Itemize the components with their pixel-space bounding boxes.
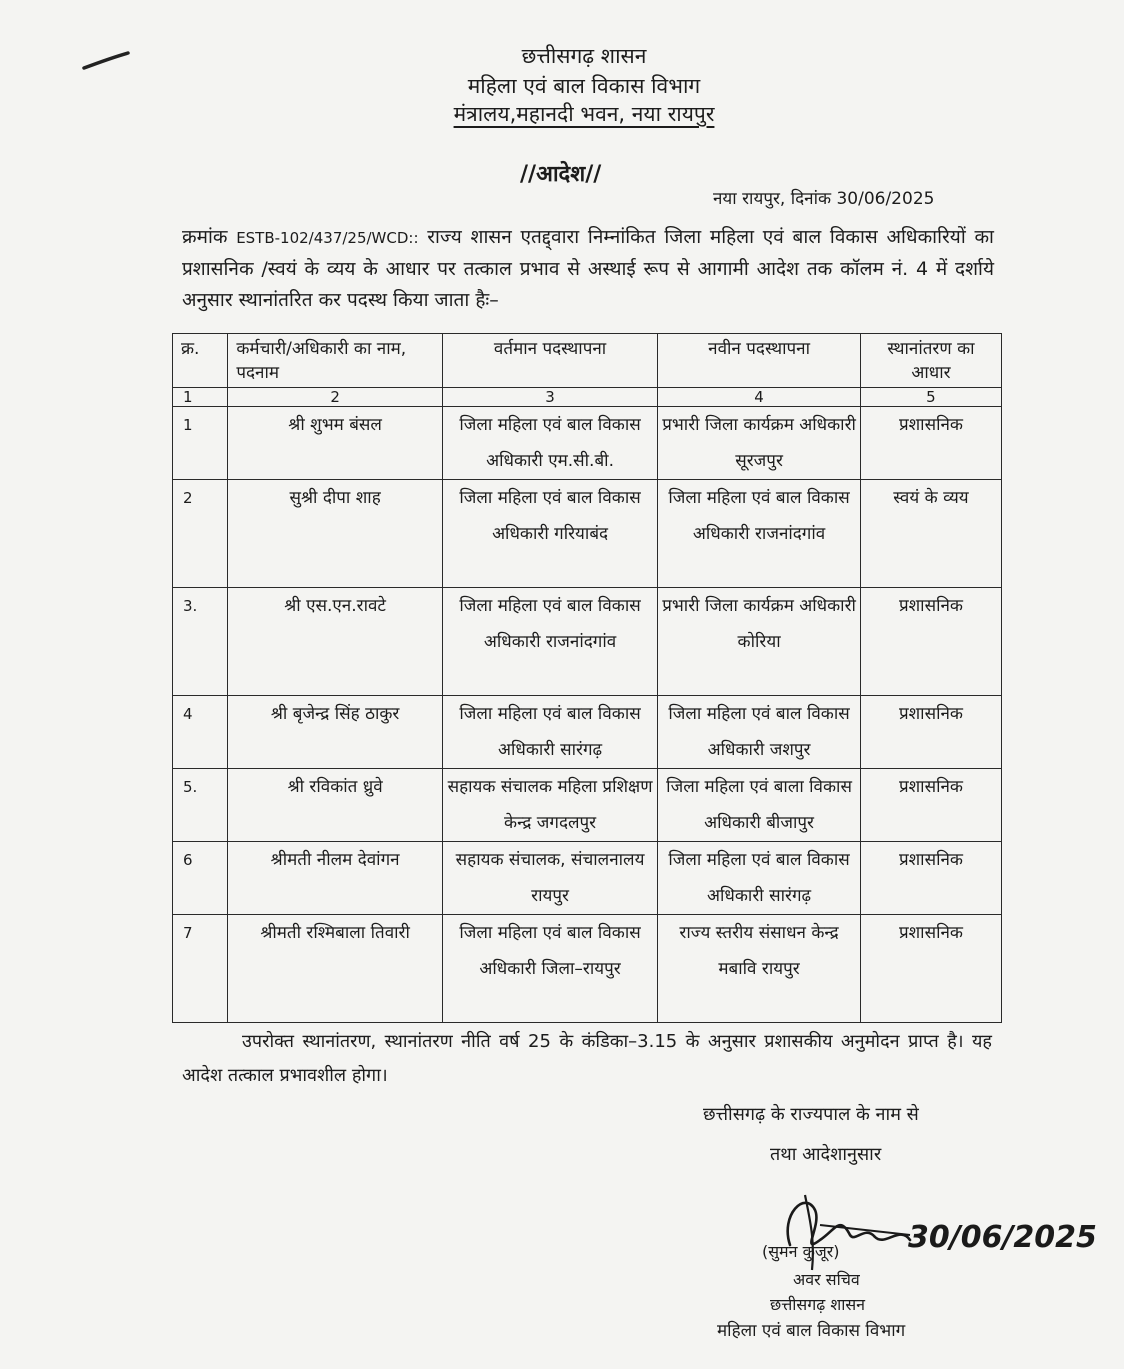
row-serial: 1 [173, 407, 228, 480]
header-address [44, 100, 1124, 128]
header-department: महिला एवं बाल विकास विभाग [467, 74, 701, 98]
table-col-number-row [173, 388, 1002, 407]
table-row [173, 769, 1002, 842]
table-header-row [173, 334, 1002, 388]
table-row [173, 696, 1002, 769]
row-name: सुश्री दीपा शाह [228, 480, 443, 588]
row-serial: 2 [173, 480, 228, 588]
table-row [173, 588, 1002, 696]
row-basis: प्रशासनिक [860, 842, 1001, 915]
row-current: जिला महिला एवं बाल विकास अधिकारी सारंगढ़ [442, 696, 657, 769]
header-address-text: मंत्रालय,महानदी भवन, नया रायपुर [453, 102, 715, 126]
row-current: जिला महिला एवं बाल विकास अधिकारी गरियाबंद [442, 480, 657, 588]
row-new: प्रभारी जिला कार्यक्रम अधिकारी कोरिया [658, 588, 861, 696]
table-row [173, 842, 1002, 915]
row-name: श्री बृजेन्द्र सिंह ठाकुर [228, 696, 443, 769]
header-basis: स्थानांतरण का आधार [860, 334, 1001, 388]
col-number: 3 [442, 388, 657, 407]
row-current: जिला महिला एवं बाल विकास अधिकारी एम.सी.बी. [442, 407, 657, 480]
table-row [173, 915, 1002, 1023]
row-basis: प्रशासनिक [860, 588, 1001, 696]
row-name: श्रीमती रश्मिबाला तिवारी [228, 915, 443, 1023]
intro-text: राज्य शासन एतद्द्वारा निम्नांकित जिला महिला एवं बाल विकास अधिकारियों का प्रशासनिक /स्वयं के व्यय के आधार पर तत्काल प्रभाव से अस्थाई रूप से आगामी आदेश तक कॉलम नं. 4 में दर्शाये अनुसार स्थानांतरित कर पदस्थ किया जाता हैः– [182, 226, 994, 311]
order-title: //आदेश// [520, 162, 602, 187]
row-serial: 4 [173, 696, 228, 769]
table-row [173, 407, 1002, 480]
row-current: सहायक संचालक महिला प्रशिक्षण केन्द्र जगदलपुर [442, 769, 657, 842]
signatory-name: (सुमन कुजूर) [762, 1242, 840, 1261]
row-current: जिला महिला एवं बाल विकास अधिकारी जिला–रायपुर [442, 915, 657, 1023]
signatory-department: महिला एवं बाल विकास विभाग [717, 1321, 906, 1341]
closing-paragraph: उपरोक्त स्थानांतरण, स्थानांतरण नीति वर्ष 25 के कंडिका–3.15 के अनुसार प्रशासकीय अनुमोदन प्राप्त है। यह आदेश तत्काल प्रभावशील होगा। [182, 1031, 992, 1086]
header-government: छत्तीसगढ़ शासन [521, 44, 647, 68]
place-date: नया रायपुर, दिनांक 30/06/2025 [713, 189, 935, 209]
row-new: जिला महिला एवं बाला विकास अधिकारी बीजापुर [658, 769, 861, 842]
row-current: सहायक संचालक, संचालनालय रायपुर [442, 842, 657, 915]
transfer-table [172, 333, 1002, 1023]
row-serial: 6 [173, 842, 228, 915]
col-number: 1 [173, 388, 228, 407]
row-basis: प्रशासनिक [860, 769, 1001, 842]
row-basis: प्रशासनिक [860, 407, 1001, 480]
row-serial: 3. [173, 588, 228, 696]
col-number: 4 [658, 388, 861, 407]
col-number: 5 [860, 388, 1001, 407]
governor-line-1: छत्तीसगढ़ के राज्यपाल के नाम से [703, 1104, 919, 1125]
ref-number: ESTB-102/437/25/WCD:: [236, 229, 419, 247]
row-new: जिला महिला एवं बाल विकास अधिकारी राजनांदगांव [658, 480, 861, 588]
header-current-posting: वर्तमान पदस्थापना [442, 334, 657, 388]
row-current: जिला महिला एवं बाल विकास अधिकारी राजनांदगांव [442, 588, 657, 696]
col-number: 2 [228, 388, 443, 407]
signatory-designation: अवर सचिव [793, 1270, 860, 1289]
row-name: श्री एस.एन.रावटे [228, 588, 443, 696]
signature-date: 30/06/2025 [908, 1220, 1097, 1255]
row-name: श्री रविकांत ध्रुवे [228, 769, 443, 842]
header-new-posting: नवीन पदस्थापना [658, 334, 861, 388]
row-new: जिला महिला एवं बाल विकास अधिकारी सारंगढ़ [658, 842, 861, 915]
signatory-government: छत्तीसगढ़ शासन [770, 1295, 866, 1314]
ref-label: क्रमांक [182, 226, 228, 248]
header-serial: क्र. [173, 334, 228, 388]
row-serial: 7 [173, 915, 228, 1023]
table-row [173, 480, 1002, 588]
row-serial: 5. [173, 769, 228, 842]
row-basis: स्वयं के व्यय [860, 480, 1001, 588]
row-new: राज्य स्तरीय संसाधन केन्द्र मबावि रायपुर [658, 915, 861, 1023]
row-basis: प्रशासनिक [860, 696, 1001, 769]
row-basis: प्रशासनिक [860, 915, 1001, 1023]
row-name: श्री शुभम बंसल [228, 407, 443, 480]
governor-line-2: तथा आदेशानुसार [770, 1144, 882, 1165]
row-name: श्रीमती नीलम देवांगन [228, 842, 443, 915]
intro-paragraph [182, 222, 994, 316]
header-name: कर्मचारी/अधिकारी का नाम, पदनाम [228, 334, 443, 388]
row-new: प्रभारी जिला कार्यक्रम अधिकारी सूरजपुर [658, 407, 861, 480]
row-new: जिला महिला एवं बाल विकास अधिकारी जशपुर [658, 696, 861, 769]
